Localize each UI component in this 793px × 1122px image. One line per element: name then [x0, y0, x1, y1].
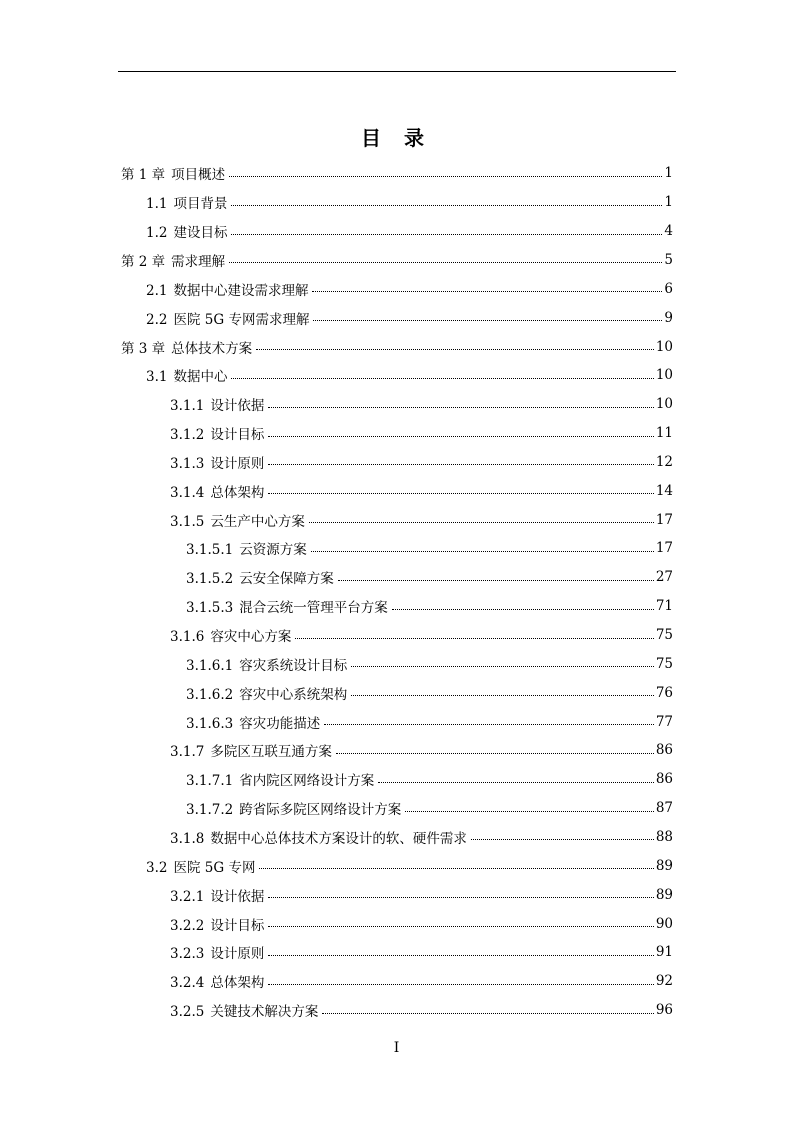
toc-entry-heading: [146, 308, 309, 328]
toc-dot-leader: [311, 551, 654, 552]
toc-entry[interactable]: [121, 246, 673, 275]
toc-entry[interactable]: [170, 736, 673, 765]
toc-entry-heading: [186, 712, 320, 732]
toc-entry[interactable]: [186, 649, 673, 678]
toc-entry-number: 3.2.1: [170, 888, 205, 905]
toc-entry[interactable]: [170, 880, 673, 909]
toc-entry[interactable]: [146, 303, 673, 332]
toc-entry-number: 3.1.5.1: [186, 542, 234, 559]
toc-entry-number: 3.1.5.3: [186, 600, 234, 617]
toc-entry[interactable]: [146, 188, 673, 217]
toc-entry-heading: [170, 827, 467, 847]
toc-entry-heading: [170, 914, 264, 934]
toc-entry[interactable]: [121, 159, 673, 188]
toc-dot-leader: [405, 811, 654, 812]
toc-dot-leader: [229, 176, 662, 177]
toc-entry-heading: [146, 192, 227, 212]
toc-entry-number: 3.1.7: [170, 744, 205, 761]
toc-entry-page: 75: [655, 655, 673, 672]
toc-dot-leader: [351, 695, 654, 696]
toc-entry-heading: [146, 365, 227, 385]
toc-entry-page: 17: [655, 511, 673, 528]
toc-entry-label: 需求理解: [171, 253, 226, 270]
toc-entry[interactable]: [170, 390, 673, 419]
page-title: 目 录: [361, 126, 432, 150]
toc-entry[interactable]: [186, 592, 673, 621]
toc-entry-number: 第 3 章: [121, 340, 166, 357]
toc-entry-page: 17: [655, 540, 673, 557]
toc-entry-number: 第 2 章: [121, 253, 166, 270]
toc-entry-heading: [170, 452, 264, 472]
toc-entry-heading: [170, 1000, 318, 1020]
toc-entry-label: 总体技术方案: [171, 340, 253, 357]
toc-entry-label: 容灾中心系统架构: [239, 686, 348, 703]
toc-entry-page: 91: [655, 944, 673, 961]
toc-entry-page: 77: [655, 713, 673, 730]
toc-entry-page: 1: [664, 194, 673, 211]
toc-entry-heading: [186, 654, 347, 674]
toc-dot-leader: [351, 666, 654, 667]
toc-entry-label: 跨省际多院区网络设计方案: [239, 802, 402, 819]
toc-entry[interactable]: [170, 505, 673, 534]
toc-entry[interactable]: [146, 361, 673, 390]
toc-entry-number: 3.1.1: [170, 398, 205, 415]
toc-dot-leader: [336, 753, 654, 754]
toc-dot-leader: [268, 955, 653, 956]
toc-entry-page: 87: [655, 800, 673, 817]
toc-entry-label: 容灾中心方案: [210, 629, 292, 646]
toc-entry[interactable]: [186, 534, 673, 563]
toc-entry-page: 86: [655, 771, 673, 788]
toc-dot-leader: [295, 638, 653, 639]
toc-entry-heading: [146, 856, 255, 876]
toc-dot-leader: [259, 868, 653, 869]
toc-entry-label: 关键技术解决方案: [210, 1004, 319, 1021]
toc-entry-page: 9: [664, 309, 673, 326]
toc-entry-page: 6: [664, 280, 673, 297]
toc-dot-leader: [392, 609, 654, 610]
toc-entry-label: 设计目标: [210, 427, 265, 444]
toc-entry-heading: [186, 798, 401, 818]
toc-entry-page: 71: [655, 598, 673, 615]
toc-dot-leader: [268, 493, 653, 494]
toc-entry[interactable]: [170, 938, 673, 967]
toc-entry-heading: [186, 538, 307, 558]
toc-entry-number: 3.1.8: [170, 830, 205, 847]
toc-entry[interactable]: [170, 967, 673, 996]
toc-entry-label: 设计原则: [210, 455, 265, 472]
toc-entry-page: 90: [655, 915, 673, 932]
toc-entry-label: 容灾功能描述: [239, 715, 321, 732]
toc-entry[interactable]: [121, 332, 673, 361]
toc-entry-page: 86: [655, 742, 673, 759]
toc-entry-number: 3.2: [146, 859, 168, 876]
toc-entry[interactable]: [186, 563, 673, 592]
toc-dot-leader: [378, 782, 654, 783]
toc-entry[interactable]: [170, 476, 673, 505]
toc-entry-number: 3.1.7.2: [186, 802, 234, 819]
toc-entry-label: 混合云统一管理平台方案: [239, 600, 388, 617]
toc-entry-label: 省内院区网络设计方案: [239, 773, 375, 790]
toc-entry[interactable]: [146, 217, 673, 246]
toc-entry-page: 92: [655, 973, 673, 990]
toc-entry-label: 项目背景: [173, 196, 228, 213]
toc-entry-label: 总体架构: [210, 484, 265, 501]
toc-entry-label: 多院区互联互通方案: [210, 744, 332, 761]
toc-entry-number: 3.2.3: [170, 946, 205, 963]
toc-entry-label: 医院 5G 专网需求理解: [173, 311, 310, 328]
toc-entry-number: 3.1.6: [170, 629, 205, 646]
toc-entry-label: 云资源方案: [239, 542, 307, 559]
toc-dot-leader: [231, 378, 653, 379]
page-number-footer: I: [393, 1040, 400, 1056]
toc-dot-leader: [268, 407, 653, 408]
toc-entry-number: 3.1.6.2: [186, 686, 234, 703]
toc-entry-page: 10: [655, 367, 673, 384]
toc-dot-leader: [256, 349, 654, 350]
toc-entry-heading: [170, 625, 291, 645]
toc-dot-leader: [268, 926, 653, 927]
toc-entry[interactable]: [186, 794, 673, 823]
toc-entry-page: 89: [655, 857, 673, 874]
toc-entry-page: 1: [664, 165, 673, 182]
toc-entry-heading: [170, 942, 264, 962]
toc-entry-heading: [170, 394, 264, 414]
toc-entry-page: 12: [655, 453, 673, 470]
toc-entry[interactable]: [186, 765, 673, 794]
toc-entry-label: 设计原则: [210, 946, 265, 963]
toc-entry-label: 项目概述: [171, 167, 226, 184]
toc-entry-number: 3.2.5: [170, 1004, 205, 1021]
toc-entry-number: 3.1.4: [170, 484, 205, 501]
toc-entry-heading: [170, 971, 264, 991]
toc-entry-heading: [170, 885, 264, 905]
toc-dot-leader: [471, 839, 654, 840]
toc-entry-heading: [170, 481, 264, 501]
toc-entry-page: 4: [664, 223, 673, 240]
toc-entry-heading: [186, 596, 388, 616]
toc-entry-heading: [170, 740, 332, 760]
toc-entry-label: 总体架构: [210, 975, 265, 992]
toc-entry-heading: [170, 423, 264, 443]
toc-entry-number: 3.1.6.3: [186, 715, 234, 732]
toc-entry-heading: [121, 163, 225, 183]
toc-entry[interactable]: [170, 823, 673, 852]
toc-entry[interactable]: [186, 707, 673, 736]
toc-entry-label: 设计目标: [210, 917, 265, 934]
toc-entry-page: 10: [655, 338, 673, 355]
toc-entry-label: 建设目标: [173, 225, 228, 242]
toc-dot-leader: [322, 1013, 653, 1014]
toc-entry-heading: [186, 769, 374, 789]
toc-entry[interactable]: [170, 448, 673, 477]
toc-entry-page: 10: [655, 396, 673, 413]
toc-entry-label: 设计依据: [210, 888, 265, 905]
toc-entry-label: 医院 5G 专网: [173, 859, 256, 876]
toc-entry-label: 云安全保障方案: [239, 571, 334, 588]
toc-entry-page: 5: [664, 251, 673, 268]
toc-dot-leader: [231, 234, 662, 235]
toc-dot-leader: [324, 724, 654, 725]
toc-entry[interactable]: [170, 996, 673, 1025]
toc-entry-page: 89: [655, 886, 673, 903]
toc-entry-heading: [186, 683, 347, 703]
toc-entry-heading: [170, 510, 305, 530]
toc-entry-number: 3.2.4: [170, 975, 205, 992]
toc-entry-page: 88: [655, 828, 673, 845]
toc-entry-label: 数据中心: [173, 369, 228, 386]
toc-entry-number: 3.1.5: [170, 513, 205, 530]
toc-dot-leader: [312, 291, 662, 292]
toc-entry-number: 1.1: [146, 196, 168, 213]
toc-entry-heading: [121, 337, 252, 357]
toc-entry-page: 75: [655, 627, 673, 644]
toc-entry-heading: [146, 221, 227, 241]
toc-entry-number: 3.1: [146, 369, 168, 386]
toc-entry-page: 96: [655, 1002, 673, 1019]
toc-entry-number: 第 1 章: [121, 167, 166, 184]
toc-entry-number: 1.2: [146, 225, 168, 242]
toc-entry-label: 数据中心总体技术方案设计的软、硬件需求: [210, 830, 467, 847]
toc-entry[interactable]: [146, 274, 673, 303]
toc-dot-leader: [231, 205, 662, 206]
toc-entry-number: 3.2.2: [170, 917, 205, 934]
toc-entry-page: 76: [655, 684, 673, 701]
toc-entry-label: 容灾系统设计目标: [239, 657, 348, 674]
toc-entry[interactable]: [186, 678, 673, 707]
toc-dot-leader: [313, 320, 662, 321]
toc-entry[interactable]: [146, 851, 673, 880]
toc-entry[interactable]: [170, 419, 673, 448]
toc-entry-label: 云生产中心方案: [210, 513, 305, 530]
toc-dot-leader: [268, 464, 653, 465]
toc-entry-heading: [186, 567, 334, 587]
toc-entry-number: 2.1: [146, 282, 168, 299]
toc-entry-label: 设计依据: [210, 398, 265, 415]
toc-entry-number: 3.1.6.1: [186, 657, 234, 674]
toc-dot-leader: [309, 522, 654, 523]
toc-entry-number: 2.2: [146, 311, 168, 328]
toc-entry-page: 27: [655, 569, 673, 586]
toc-dot-leader: [268, 897, 653, 898]
toc-entry-page: 14: [655, 482, 673, 499]
toc-entry-heading: [121, 250, 225, 270]
toc-entry-page: 11: [655, 425, 673, 442]
toc-entry[interactable]: [170, 909, 673, 938]
toc-entry-heading: [146, 279, 308, 299]
toc-entry-number: 3.1.7.1: [186, 773, 234, 790]
toc-entry-number: 3.1.2: [170, 427, 205, 444]
toc-entry-number: 3.1.5.2: [186, 571, 234, 588]
toc-dot-leader: [338, 580, 654, 581]
toc-dot-leader: [229, 262, 662, 263]
toc-dot-leader: [268, 436, 653, 437]
toc-dot-leader: [268, 984, 653, 985]
toc-entry-number: 3.1.3: [170, 455, 205, 472]
header-rule: [118, 71, 676, 72]
toc-entry-label: 数据中心建设需求理解: [173, 282, 309, 299]
toc-entry[interactable]: [170, 621, 673, 650]
